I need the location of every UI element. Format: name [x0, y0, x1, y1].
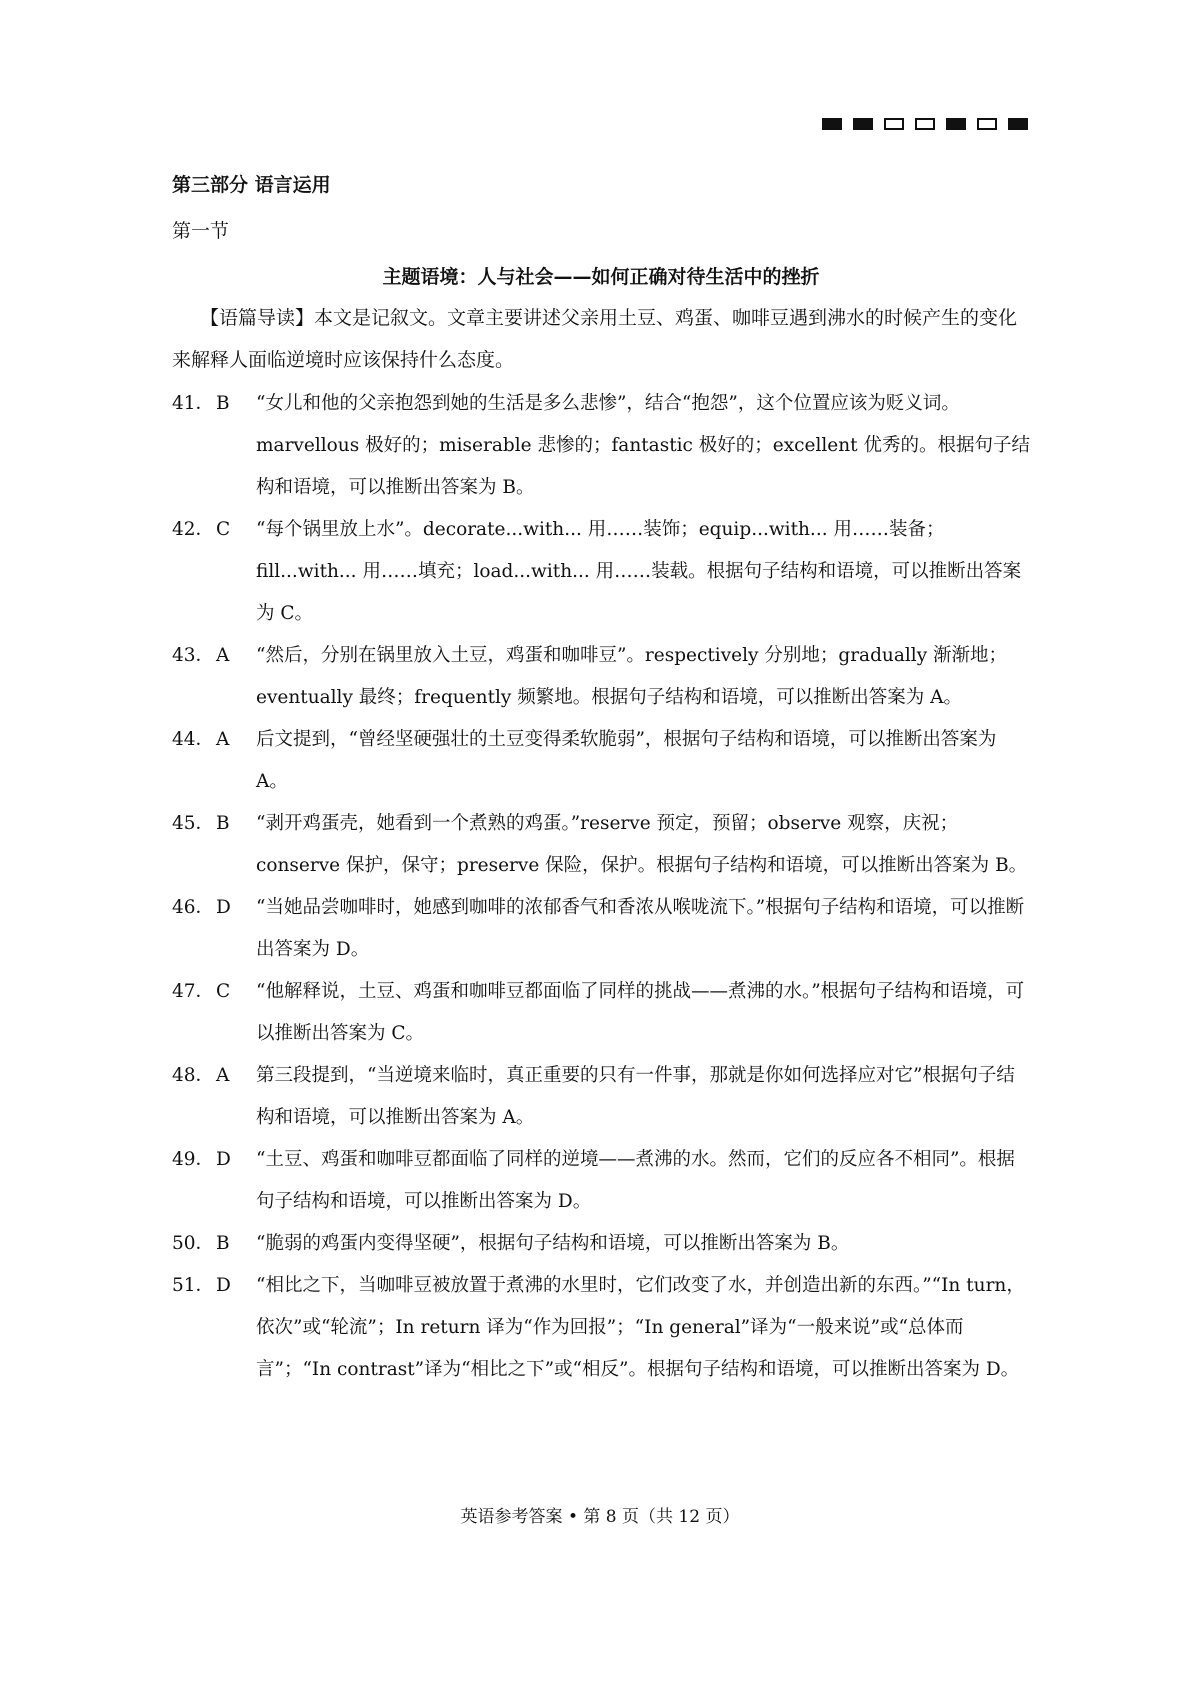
question-number: 43．: [172, 645, 215, 666]
answer-explanation: “剥开鸡蛋壳，她看到一个煮熟的鸡蛋。”reserve 预定，预留；observe 观察，庆祝；conserve 保护，保守；preserve 保险，保护。根据句子结构和语境，可以推断出答案为 B。: [256, 813, 1028, 876]
answer-explanation: “当她品尝咖啡时，她感到咖啡的浓郁香气和香浓从喉咙流下。”根据句子结构和语境，可以推断出答案为 D。: [256, 897, 1025, 960]
question-number: 45．: [172, 813, 215, 834]
answer-item: [172, 1265, 1030, 1391]
question-number: 50．: [172, 1233, 215, 1254]
question-number: 47．: [172, 981, 215, 1002]
answer-letter: D: [216, 897, 231, 918]
page-content: [172, 165, 1030, 1391]
answer-item: [172, 635, 1030, 719]
question-number: 41．: [172, 393, 215, 414]
answer-explanation: “相比之下，当咖啡豆被放置于煮沸的水里时，它们改变了水，并创造出新的东西。”“In turn，依次”或“轮流”；In return 译为“作为回报”；“In general”译为“一般来说”或“总体而言”；“In contrast”译为“相比之下”或“相反”。根据句子结构和语境，可以推断出答案为 D。: [256, 1275, 1025, 1380]
answer-item: [172, 509, 1030, 635]
question-number: 51．: [172, 1275, 215, 1296]
answer-explanation: “脆弱的鸡蛋内变得坚硬”，根据句子结构和语境，可以推断出答案为 B。: [256, 1233, 850, 1254]
answer-letter: A: [216, 729, 230, 750]
answer-letter: A: [216, 1065, 230, 1086]
answer-letter: D: [216, 1275, 231, 1296]
filled-square-mark: [946, 118, 966, 130]
answer-letter: B: [216, 1233, 230, 1254]
answer-list: [172, 383, 1030, 1391]
question-number: 49．: [172, 1149, 215, 1170]
header-marks: [822, 118, 1028, 130]
section-title: 第三部分 语言运用: [172, 174, 331, 196]
answer-letter: B: [216, 393, 230, 414]
theme-heading: 主题语境：人与社会——如何正确对待生活中的挫折: [382, 266, 820, 288]
subsection-title: 第一节: [172, 220, 230, 242]
answer-explanation: “土豆、鸡蛋和咖啡豆都面临了同样的逆境——煮沸的水。然而，它们的反应各不相同”。根据句子结构和语境，可以推断出答案为 D。: [256, 1149, 1015, 1212]
answer-explanation: “女儿和他的父亲抱怨到她的生活是多么悲惨”，结合“抱怨”，这个位置应该为贬义词。marvellous 极好的；miserable 悲惨的；fantastic 极好的；excellent 优秀的。根据句子结构和语境，可以推断出答案为 B。: [256, 393, 1030, 498]
answer-item: [172, 887, 1030, 971]
empty-square-mark: [915, 118, 935, 130]
answer-explanation: 后文提到，“曾经坚硬强壮的土豆变得柔软脆弱”，根据句子结构和语境，可以推断出答案为 A。: [256, 729, 997, 792]
answer-explanation: “然后，分别在锅里放入土豆，鸡蛋和咖啡豆”。respectively 分别地；gradually 渐渐地；eventually 最终；frequently 频繁地。根据句子结构和语境，可以推断出答案为 A。: [256, 645, 1008, 708]
empty-square-mark: [977, 118, 997, 130]
reading-guide: 【语篇导读】本文是记叙文。文章主要讲述父亲用土豆、鸡蛋、咖啡豆遇到沸水的时候产生的变化来解释人面临逆境时应该保持什么态度。: [172, 307, 1018, 371]
question-number: 42．: [172, 519, 215, 540]
page-footer: 英语参考答案 • 第 8 页（共 12 页）: [460, 1507, 740, 1527]
answer-letter: C: [216, 981, 231, 1002]
answer-item: [172, 383, 1030, 509]
answer-letter: A: [216, 645, 230, 666]
empty-square-mark: [884, 118, 904, 130]
answer-explanation: 第三段提到，“当逆境来临时，真正重要的只有一件事，那就是你如何选择应对它”根据句子结构和语境，可以推断出答案为 A。: [256, 1065, 1015, 1128]
filled-square-mark: [1008, 118, 1028, 130]
question-number: 44．: [172, 729, 215, 750]
answer-letter: B: [216, 813, 230, 834]
answer-letter: D: [216, 1149, 231, 1170]
answer-explanation: “每个锅里放上水”。decorate...with... 用……装饰；equip...with... 用……装备；fill...with... 用……填充；load...with... 用……装载。根据句子结构和语境，可以推断出答案为 C。: [256, 519, 1022, 624]
filled-square-mark: [853, 118, 873, 130]
answer-item: [172, 719, 1030, 803]
answer-explanation: “他解释说，土豆、鸡蛋和咖啡豆都面临了同样的挑战——煮沸的水。”根据句子结构和语境，可以推断出答案为 C。: [256, 981, 1025, 1044]
answer-item: [172, 1223, 1030, 1265]
answer-item: [172, 1139, 1030, 1223]
filled-square-mark: [822, 118, 842, 130]
question-number: 48．: [172, 1065, 215, 1086]
question-number: 46．: [172, 897, 215, 918]
answer-item: [172, 803, 1030, 887]
answer-item: [172, 1055, 1030, 1139]
answer-letter: C: [216, 519, 231, 540]
answer-item: [172, 971, 1030, 1055]
